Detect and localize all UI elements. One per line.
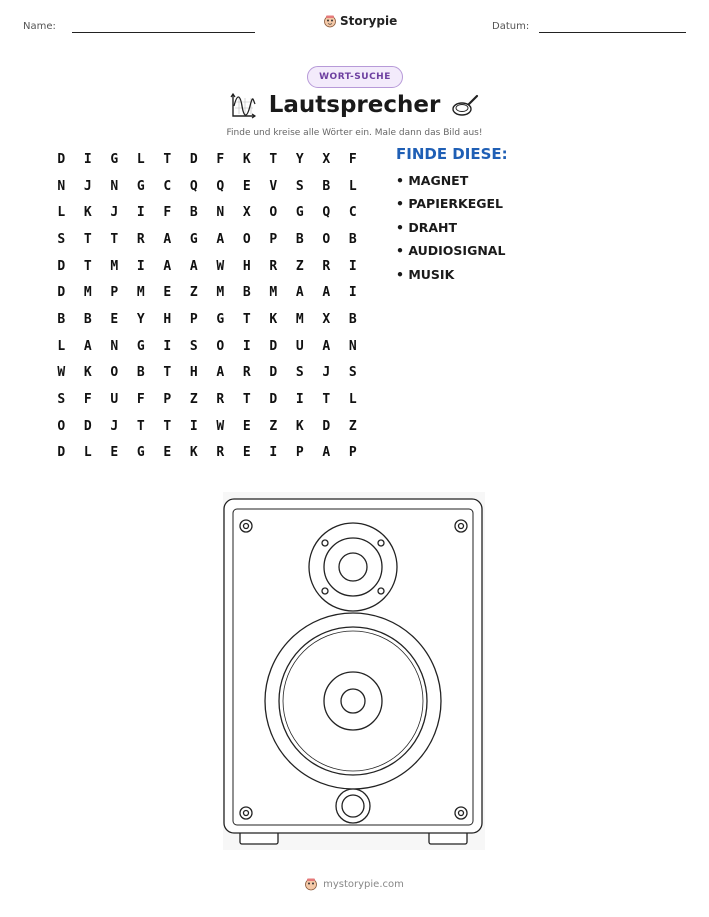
grid-letter[interactable]: D: [57, 151, 66, 167]
grid-letter[interactable]: M: [83, 285, 92, 301]
grid-letter[interactable]: S: [295, 365, 304, 381]
grid-letter[interactable]: P: [163, 392, 172, 408]
brand-logo: [324, 14, 397, 28]
grid-letter[interactable]: Z: [189, 285, 198, 301]
grid-letter[interactable]: M: [295, 311, 304, 327]
grid-letter[interactable]: N: [216, 205, 225, 221]
grid-letter[interactable]: V: [269, 178, 278, 194]
grid-letter[interactable]: R: [136, 231, 145, 247]
grid-letter[interactable]: D: [57, 285, 66, 301]
grid-letter[interactable]: F: [163, 205, 172, 221]
grid-letter[interactable]: A: [216, 365, 225, 381]
grid-letter[interactable]: Y: [136, 311, 145, 327]
grid-letter[interactable]: D: [57, 258, 66, 274]
grid-letter[interactable]: H: [163, 311, 172, 327]
find-these-heading: FINDE DIESE:: [396, 145, 508, 163]
word-list: [396, 172, 505, 289]
grid-letter[interactable]: R: [242, 365, 251, 381]
grid-letter[interactable]: H: [189, 365, 198, 381]
grid-letter[interactable]: P: [295, 445, 304, 461]
grid-letter[interactable]: I: [348, 285, 357, 301]
grid-letter[interactable]: E: [110, 445, 119, 461]
grid-letter[interactable]: Z: [269, 418, 278, 434]
grid-letter[interactable]: N: [348, 338, 357, 354]
grid-letter[interactable]: R: [216, 445, 225, 461]
grid-letter[interactable]: I: [189, 418, 198, 434]
grid-letter[interactable]: P: [348, 445, 357, 461]
grid-letter[interactable]: K: [83, 205, 92, 221]
grid-letter[interactable]: E: [242, 178, 251, 194]
grid-letter[interactable]: L: [136, 151, 145, 167]
date-line: [539, 32, 686, 33]
grid-letter[interactable]: P: [269, 231, 278, 247]
instructions: Finde und kreise alle Wörter ein. Male dann das Bild aus!: [226, 128, 483, 138]
grid-letter[interactable]: W: [216, 418, 225, 434]
grid-letter[interactable]: L: [57, 338, 66, 354]
word-list-item: • AUDIOSIGNAL: [396, 243, 506, 259]
grid-letter[interactable]: A: [216, 231, 225, 247]
grid-letter[interactable]: L: [348, 392, 357, 408]
grid-row: [48, 146, 366, 173]
grid-letter[interactable]: I: [295, 392, 304, 408]
grid-letter[interactable]: A: [322, 338, 331, 354]
grid-row: [48, 386, 366, 413]
grid-letter[interactable]: L: [57, 205, 66, 221]
grid-letter[interactable]: K: [83, 365, 92, 381]
grid-letter[interactable]: F: [348, 151, 357, 167]
grid-letter[interactable]: T: [242, 392, 251, 408]
grid-letter[interactable]: O: [216, 338, 225, 354]
name-line: [72, 32, 255, 33]
grid-letter[interactable]: Q: [189, 178, 198, 194]
grid-letter[interactable]: B: [189, 205, 198, 221]
grid-letter[interactable]: B: [322, 178, 331, 194]
grid-letter[interactable]: F: [83, 392, 92, 408]
grid-row: [48, 199, 366, 226]
footer: [0, 878, 709, 891]
grid-letter[interactable]: E: [242, 418, 251, 434]
grid-letter[interactable]: T: [322, 392, 331, 408]
word-search-badge: WORT-SUCHE: [307, 66, 403, 88]
grid-row: [48, 226, 366, 253]
grid-letter[interactable]: M: [136, 285, 145, 301]
grid-row: [48, 306, 366, 333]
grid-letter[interactable]: T: [163, 365, 172, 381]
grid-letter[interactable]: J: [110, 418, 119, 434]
grid-letter[interactable]: B: [83, 311, 92, 327]
grid-letter[interactable]: A: [189, 258, 198, 274]
grid-row: [48, 253, 366, 280]
grid-row: [48, 333, 366, 360]
word-search-grid: [48, 146, 366, 466]
grid-letter[interactable]: I: [83, 151, 92, 167]
grid-letter[interactable]: E: [163, 445, 172, 461]
date-label: Datum:: [492, 21, 530, 32]
grid-letter[interactable]: R: [216, 392, 225, 408]
grid-letter[interactable]: D: [57, 445, 66, 461]
page-title: Lautsprecher: [268, 92, 441, 118]
grid-letter[interactable]: Z: [189, 392, 198, 408]
grid-letter[interactable]: I: [242, 338, 251, 354]
grid-letter[interactable]: J: [83, 178, 92, 194]
grid-letter[interactable]: H: [242, 258, 251, 274]
grid-letter[interactable]: G: [136, 178, 145, 194]
grid-letter[interactable]: D: [322, 418, 331, 434]
grid-letter[interactable]: B: [348, 231, 357, 247]
grid-letter[interactable]: N: [57, 178, 66, 194]
word-list-item: • PAPIERKEGEL: [396, 196, 503, 212]
grid-letter[interactable]: G: [216, 311, 225, 327]
grid-letter[interactable]: S: [295, 178, 304, 194]
grid-letter[interactable]: U: [295, 338, 304, 354]
grid-letter[interactable]: D: [269, 365, 278, 381]
grid-letter[interactable]: I: [348, 258, 357, 274]
grid-letter[interactable]: N: [110, 178, 119, 194]
grid-letter[interactable]: T: [110, 231, 119, 247]
grid-letter[interactable]: F: [136, 392, 145, 408]
grid-letter[interactable]: X: [322, 151, 331, 167]
grid-letter[interactable]: A: [322, 285, 331, 301]
grid-row: [48, 279, 366, 306]
grid-letter[interactable]: G: [136, 338, 145, 354]
word-list-item: • MAGNET: [396, 173, 469, 188]
grid-letter[interactable]: E: [242, 445, 251, 461]
grid-letter[interactable]: T: [269, 151, 278, 167]
grid-letter[interactable]: A: [163, 258, 172, 274]
grid-letter[interactable]: P: [189, 311, 198, 327]
name-label: Name:: [23, 21, 56, 32]
grid-letter[interactable]: M: [216, 285, 225, 301]
mascot-icon: [305, 878, 317, 891]
grid-letter[interactable]: F: [216, 151, 225, 167]
grid-letter[interactable]: A: [295, 285, 304, 301]
grid-letter[interactable]: A: [322, 445, 331, 461]
word-list-item: • DRAHT: [396, 219, 458, 235]
grid-letter[interactable]: Z: [348, 418, 357, 434]
grid-letter[interactable]: P: [110, 285, 119, 301]
grid-letter[interactable]: G: [295, 205, 304, 221]
grid-letter[interactable]: O: [110, 365, 119, 381]
grid-letter[interactable]: O: [269, 205, 278, 221]
footer-url[interactable]: mystorypie.com: [323, 879, 404, 890]
grid-letter[interactable]: J: [110, 205, 119, 221]
grid-letter[interactable]: D: [269, 338, 278, 354]
speaker-illustration: [222, 491, 486, 851]
grid-letter[interactable]: Q: [322, 205, 331, 221]
grid-letter[interactable]: K: [189, 445, 198, 461]
grid-letter[interactable]: Y: [295, 151, 304, 167]
grid-letter[interactable]: U: [110, 392, 119, 408]
grid-letter[interactable]: W: [216, 258, 225, 274]
grid-letter[interactable]: I: [269, 445, 278, 461]
grid-letter[interactable]: X: [242, 205, 251, 221]
grid-letter[interactable]: T: [163, 418, 172, 434]
grid-letter[interactable]: B: [295, 231, 304, 247]
brand-name: Storypie: [340, 14, 398, 28]
grid-letter[interactable]: R: [322, 258, 331, 274]
grid-letter[interactable]: B: [242, 285, 251, 301]
grid-letter[interactable]: D: [189, 151, 198, 167]
grid-letter[interactable]: E: [163, 285, 172, 301]
grid-letter[interactable]: S: [57, 392, 66, 408]
grid-letter[interactable]: L: [348, 178, 357, 194]
grid-letter[interactable]: B: [348, 311, 357, 327]
grid-letter[interactable]: T: [136, 418, 145, 434]
word-list-item: • MUSIK: [396, 266, 455, 282]
grid-letter[interactable]: G: [136, 445, 145, 461]
grid-letter[interactable]: K: [269, 311, 278, 327]
grid-letter[interactable]: E: [110, 311, 119, 327]
grid-letter[interactable]: M: [269, 285, 278, 301]
grid-letter[interactable]: S: [348, 365, 357, 381]
grid-letter[interactable]: C: [348, 205, 357, 221]
grid-letter[interactable]: Z: [295, 258, 304, 274]
grid-letter[interactable]: O: [242, 231, 251, 247]
grid-letter[interactable]: S: [57, 231, 66, 247]
grid-letter[interactable]: T: [83, 231, 92, 247]
grid-letter[interactable]: I: [163, 338, 172, 354]
grid-letter[interactable]: D: [269, 392, 278, 408]
grid-row: [48, 360, 366, 387]
grid-letter[interactable]: M: [110, 258, 119, 274]
grid-letter[interactable]: J: [322, 365, 331, 381]
grid-letter[interactable]: D: [83, 418, 92, 434]
grid-letter[interactable]: B: [136, 365, 145, 381]
grid-letter[interactable]: C: [163, 178, 172, 194]
grid-letter[interactable]: T: [163, 151, 172, 167]
frying-pan-icon: [451, 93, 479, 119]
grid-letter[interactable]: N: [110, 338, 119, 354]
grid-letter[interactable]: B: [57, 311, 66, 327]
grid-letter[interactable]: I: [136, 258, 145, 274]
grid-letter[interactable]: S: [189, 338, 198, 354]
mascot-icon: [324, 15, 336, 28]
grid-letter[interactable]: O: [57, 418, 66, 434]
grid-row: [48, 413, 366, 440]
grid-row: [48, 440, 366, 467]
grid-letter[interactable]: O: [322, 231, 331, 247]
grid-letter[interactable]: T: [83, 258, 92, 274]
grid-row: [48, 173, 366, 200]
grid-letter[interactable]: A: [83, 338, 92, 354]
grid-letter[interactable]: W: [57, 365, 66, 381]
grid-letter[interactable]: R: [269, 258, 278, 274]
grid-letter[interactable]: T: [242, 311, 251, 327]
grid-letter[interactable]: L: [83, 445, 92, 461]
grid-letter[interactable]: X: [322, 311, 331, 327]
grid-letter[interactable]: G: [110, 151, 119, 167]
grid-letter[interactable]: I: [136, 205, 145, 221]
grid-letter[interactable]: Q: [216, 178, 225, 194]
grid-letter[interactable]: K: [242, 151, 251, 167]
grid-letter[interactable]: G: [189, 231, 198, 247]
grid-letter[interactable]: A: [163, 231, 172, 247]
grid-letter[interactable]: K: [295, 418, 304, 434]
